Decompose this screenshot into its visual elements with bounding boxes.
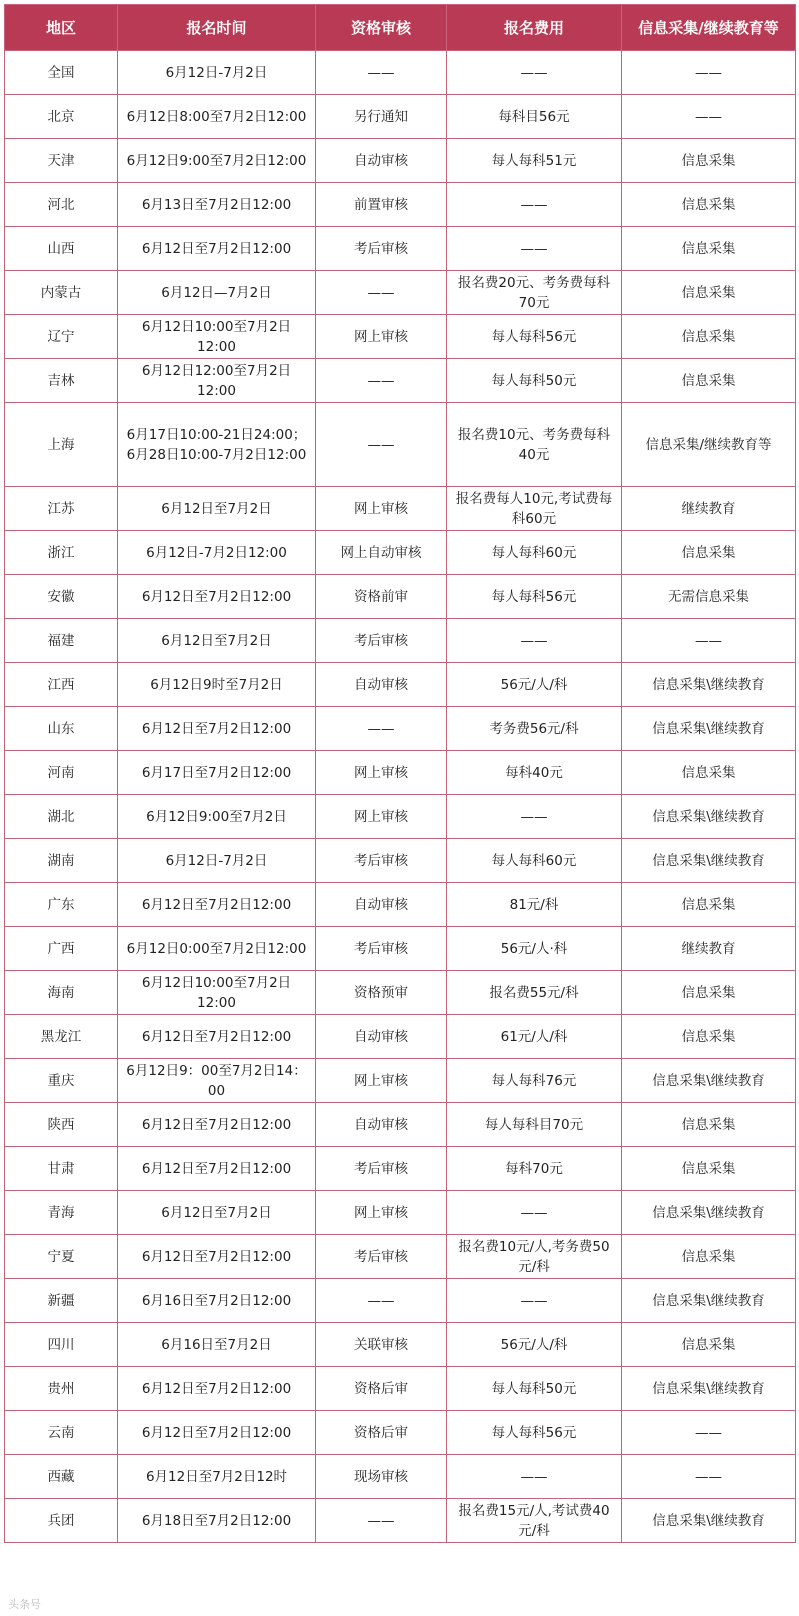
cell-review: 资格预审: [316, 971, 447, 1015]
table-row: [5, 183, 796, 227]
table-row: [5, 1147, 796, 1191]
table-row: [5, 531, 796, 575]
cell-region: 上海: [5, 403, 118, 487]
table-row: [5, 883, 796, 927]
cell-time: 6月12日10:00至7月2日12:00: [118, 315, 316, 359]
cell-time: 6月12日9:00至7月2日12:00: [118, 139, 316, 183]
cell-fee: 61元/人/科: [447, 1015, 622, 1059]
header-fee: 报名费用: [447, 5, 622, 51]
cell-info: 信息采集\继续教育: [622, 663, 796, 707]
table-row: [5, 227, 796, 271]
cell-review: 网上审核: [316, 795, 447, 839]
cell-review: 前置审核: [316, 183, 447, 227]
cell-info: 信息采集/继续教育等: [622, 403, 796, 487]
cell-time: 6月16日至7月2日12:00: [118, 1279, 316, 1323]
cell-region: 辽宁: [5, 315, 118, 359]
cell-region: 内蒙古: [5, 271, 118, 315]
cell-region: 广西: [5, 927, 118, 971]
cell-info: 信息采集: [622, 751, 796, 795]
cell-region: 贵州: [5, 1367, 118, 1411]
cell-time: 6月12日10:00至7月2日12:00: [118, 971, 316, 1015]
cell-fee: 56元/人·科: [447, 927, 622, 971]
cell-region: 海南: [5, 971, 118, 1015]
cell-info: 信息采集\继续教育: [622, 1191, 796, 1235]
table-row: [5, 663, 796, 707]
cell-info: ——: [622, 1411, 796, 1455]
cell-review: 考后审核: [316, 1147, 447, 1191]
cell-region: 河南: [5, 751, 118, 795]
header-row: [5, 5, 796, 51]
cell-review: 资格后审: [316, 1367, 447, 1411]
cell-review: 网上审核: [316, 315, 447, 359]
cell-region: 西藏: [5, 1455, 118, 1499]
cell-info: 信息采集: [622, 883, 796, 927]
table-row: [5, 51, 796, 95]
cell-review: 另行通知: [316, 95, 447, 139]
cell-info: 信息采集: [622, 271, 796, 315]
cell-time: 6月12日-7月2日12:00: [118, 531, 316, 575]
cell-time: 6月12日至7月2日12:00: [118, 1367, 316, 1411]
cell-info: ——: [622, 51, 796, 95]
cell-info: 继续教育: [622, 487, 796, 531]
cell-info: 信息采集: [622, 1103, 796, 1147]
cell-time: 6月12日-7月2日: [118, 51, 316, 95]
cell-info: 信息采集\继续教育: [622, 707, 796, 751]
table-row: [5, 971, 796, 1015]
cell-time: 6月13日至7月2日12:00: [118, 183, 316, 227]
cell-fee: ——: [447, 183, 622, 227]
cell-fee: 每人每科60元: [447, 839, 622, 883]
cell-fee: ——: [447, 51, 622, 95]
cell-time: 6月12日至7月2日12:00: [118, 1015, 316, 1059]
cell-review: 自动审核: [316, 663, 447, 707]
cell-time: 6月12日9时至7月2日: [118, 663, 316, 707]
cell-fee: ——: [447, 1191, 622, 1235]
cell-review: ——: [316, 1499, 447, 1543]
cell-fee: 每人每科60元: [447, 531, 622, 575]
cell-region: 新疆: [5, 1279, 118, 1323]
cell-info: 信息采集: [622, 531, 796, 575]
cell-review: 现场审核: [316, 1455, 447, 1499]
cell-time: 6月12日至7月2日12:00: [118, 707, 316, 751]
cell-time: 6月12日至7月2日: [118, 487, 316, 531]
cell-time: 6月17日10:00-21日24:00；6月28日10:00-7月2日12:00: [118, 403, 316, 487]
cell-fee: 报名费55元/科: [447, 971, 622, 1015]
cell-review: 网上审核: [316, 487, 447, 531]
cell-time: 6月12日8:00至7月2日12:00: [118, 95, 316, 139]
cell-time: 6月12日9：00至7月2日14：00: [118, 1059, 316, 1103]
cell-fee: 每科70元: [447, 1147, 622, 1191]
cell-fee: 报名费每人10元,考试费每科60元: [447, 487, 622, 531]
cell-review: 资格后审: [316, 1411, 447, 1455]
cell-fee: 每人每科50元: [447, 1367, 622, 1411]
cell-fee: 每人每科56元: [447, 575, 622, 619]
cell-time: 6月12日至7月2日12:00: [118, 575, 316, 619]
cell-region: 天津: [5, 139, 118, 183]
table-row: [5, 1103, 796, 1147]
cell-review: ——: [316, 271, 447, 315]
table-row: [5, 1235, 796, 1279]
cell-region: 全国: [5, 51, 118, 95]
cell-fee: 每科40元: [447, 751, 622, 795]
table-row: [5, 575, 796, 619]
table-row: [5, 619, 796, 663]
cell-fee: 每人每科56元: [447, 1411, 622, 1455]
cell-time: 6月12日至7月2日: [118, 619, 316, 663]
cell-time: 6月16日至7月2日: [118, 1323, 316, 1367]
table-row: [5, 795, 796, 839]
table-row: [5, 315, 796, 359]
cell-region: 湖南: [5, 839, 118, 883]
header-info: 信息采集/继续教育等: [622, 5, 796, 51]
cell-info: 信息采集\继续教育: [622, 1499, 796, 1543]
cell-info: 继续教育: [622, 927, 796, 971]
cell-fee: 报名费20元、考务费每科70元: [447, 271, 622, 315]
cell-region: 兵团: [5, 1499, 118, 1543]
cell-fee: ——: [447, 1455, 622, 1499]
cell-region: 湖北: [5, 795, 118, 839]
cell-region: 四川: [5, 1323, 118, 1367]
cell-review: 考后审核: [316, 1235, 447, 1279]
cell-info: 信息采集\继续教育: [622, 1059, 796, 1103]
cell-region: 云南: [5, 1411, 118, 1455]
table-row: [5, 1411, 796, 1455]
cell-time: 6月12日-7月2日: [118, 839, 316, 883]
cell-fee: 报名费15元/人,考试费40元/科: [447, 1499, 622, 1543]
table-row: [5, 403, 796, 487]
cell-fee: ——: [447, 1279, 622, 1323]
cell-fee: 每人每科50元: [447, 359, 622, 403]
cell-review: ——: [316, 403, 447, 487]
cell-fee: 每人每科76元: [447, 1059, 622, 1103]
cell-fee: 每人每科56元: [447, 315, 622, 359]
cell-fee: 81元/科: [447, 883, 622, 927]
table-body: [5, 51, 796, 1543]
cell-review: 自动审核: [316, 1103, 447, 1147]
cell-info: 信息采集: [622, 183, 796, 227]
cell-info: 信息采集: [622, 1015, 796, 1059]
header-region: 地区: [5, 5, 118, 51]
table-row: [5, 1059, 796, 1103]
cell-info: 信息采集: [622, 139, 796, 183]
cell-review: 考后审核: [316, 839, 447, 883]
cell-review: 考后审核: [316, 619, 447, 663]
cell-info: 信息采集: [622, 315, 796, 359]
table-container: [4, 4, 795, 1543]
cell-fee: 56元/人/科: [447, 663, 622, 707]
cell-info: ——: [622, 619, 796, 663]
table-row: [5, 95, 796, 139]
cell-region: 福建: [5, 619, 118, 663]
cell-info: 信息采集: [622, 1323, 796, 1367]
table-row: [5, 839, 796, 883]
cell-region: 江西: [5, 663, 118, 707]
cell-region: 宁夏: [5, 1235, 118, 1279]
cell-fee: 报名费10元、考务费每科40元: [447, 403, 622, 487]
cell-fee: 每科目56元: [447, 95, 622, 139]
cell-info: 信息采集: [622, 971, 796, 1015]
cell-review: 资格前审: [316, 575, 447, 619]
cell-time: 6月12日至7月2日12:00: [118, 227, 316, 271]
footer-watermark: 头条号: [8, 1598, 41, 1611]
cell-review: 自动审核: [316, 883, 447, 927]
cell-info: 信息采集\继续教育: [622, 1279, 796, 1323]
cell-region: 陕西: [5, 1103, 118, 1147]
cell-info: 信息采集: [622, 359, 796, 403]
cell-info: 信息采集: [622, 1235, 796, 1279]
cell-region: 河北: [5, 183, 118, 227]
cell-fee: ——: [447, 795, 622, 839]
cell-time: 6月12日至7月2日12时: [118, 1455, 316, 1499]
cell-review: 考后审核: [316, 227, 447, 271]
table-row: [5, 927, 796, 971]
cell-region: 北京: [5, 95, 118, 139]
cell-region: 广东: [5, 883, 118, 927]
cell-review: ——: [316, 707, 447, 751]
cell-region: 吉林: [5, 359, 118, 403]
cell-time: 6月12日至7月2日12:00: [118, 1103, 316, 1147]
cell-review: ——: [316, 51, 447, 95]
cell-review: 考后审核: [316, 927, 447, 971]
table-row: [5, 271, 796, 315]
cell-time: 6月12日12:00至7月2日12:00: [118, 359, 316, 403]
cell-time: 6月17日至7月2日12:00: [118, 751, 316, 795]
cell-review: 网上审核: [316, 1191, 447, 1235]
cell-time: 6月12日至7月2日: [118, 1191, 316, 1235]
cell-region: 浙江: [5, 531, 118, 575]
cell-review: ——: [316, 1279, 447, 1323]
cell-time: 6月12日至7月2日12:00: [118, 1411, 316, 1455]
cell-region: 甘肃: [5, 1147, 118, 1191]
cell-region: 安徽: [5, 575, 118, 619]
table-row: [5, 1499, 796, 1543]
table-row: [5, 1455, 796, 1499]
cell-fee: ——: [447, 619, 622, 663]
cell-fee: 56元/人/科: [447, 1323, 622, 1367]
registration-table: [4, 4, 796, 1543]
table-row: [5, 487, 796, 531]
cell-info: 信息采集\继续教育: [622, 795, 796, 839]
cell-review: 自动审核: [316, 1015, 447, 1059]
cell-info: 信息采集\继续教育: [622, 839, 796, 883]
cell-region: 山东: [5, 707, 118, 751]
table-row: [5, 139, 796, 183]
cell-fee: 报名费10元/人,考务费50元/科: [447, 1235, 622, 1279]
cell-info: ——: [622, 1455, 796, 1499]
table-row: [5, 751, 796, 795]
table-row: [5, 1323, 796, 1367]
cell-time: 6月12日至7月2日12:00: [118, 1235, 316, 1279]
cell-review: 关联审核: [316, 1323, 447, 1367]
cell-time: 6月12日至7月2日12:00: [118, 1147, 316, 1191]
cell-time: 6月12日0:00至7月2日12:00: [118, 927, 316, 971]
cell-region: 青海: [5, 1191, 118, 1235]
cell-info: 无需信息采集: [622, 575, 796, 619]
cell-info: ——: [622, 95, 796, 139]
cell-time: 6月12日9:00至7月2日: [118, 795, 316, 839]
cell-info: 信息采集\继续教育: [622, 1367, 796, 1411]
cell-region: 江苏: [5, 487, 118, 531]
cell-region: 黑龙江: [5, 1015, 118, 1059]
cell-time: 6月12日—7月2日: [118, 271, 316, 315]
table-row: [5, 359, 796, 403]
table-row: [5, 1015, 796, 1059]
table-row: [5, 1367, 796, 1411]
cell-review: 网上审核: [316, 1059, 447, 1103]
cell-info: 信息采集: [622, 1147, 796, 1191]
table-row: [5, 1191, 796, 1235]
cell-info: 信息采集: [622, 227, 796, 271]
cell-fee: ——: [447, 227, 622, 271]
table-row: [5, 707, 796, 751]
cell-time: 6月12日至7月2日12:00: [118, 883, 316, 927]
cell-time: 6月18日至7月2日12:00: [118, 1499, 316, 1543]
cell-review: ——: [316, 359, 447, 403]
table-row: [5, 1279, 796, 1323]
header-time: 报名时间: [118, 5, 316, 51]
cell-region: 山西: [5, 227, 118, 271]
cell-review: 网上审核: [316, 751, 447, 795]
cell-fee: 每人每科51元: [447, 139, 622, 183]
cell-fee: 每人每科目70元: [447, 1103, 622, 1147]
cell-review: 网上自动审核: [316, 531, 447, 575]
cell-region: 重庆: [5, 1059, 118, 1103]
cell-review: 自动审核: [316, 139, 447, 183]
header-review: 资格审核: [316, 5, 447, 51]
cell-fee: 考务费56元/科: [447, 707, 622, 751]
